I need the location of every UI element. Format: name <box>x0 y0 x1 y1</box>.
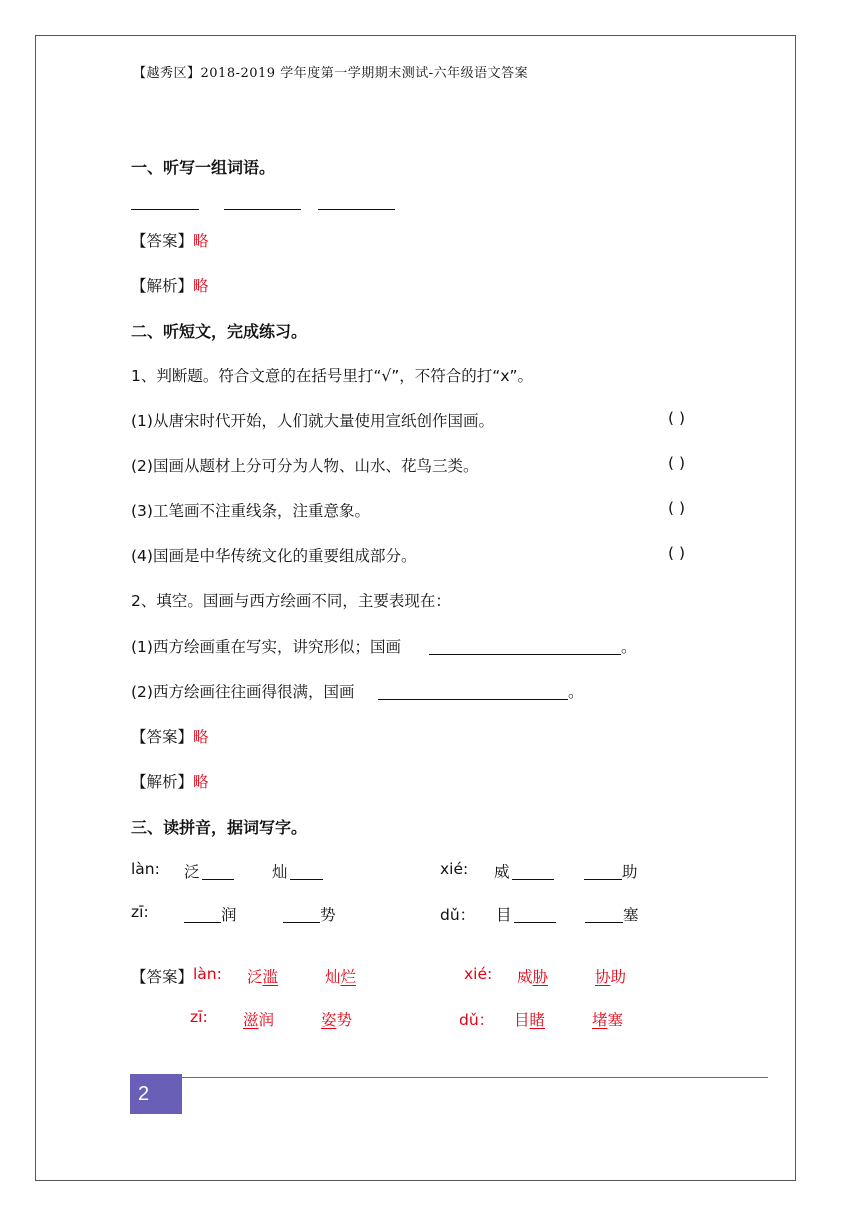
write-blank <box>184 922 221 923</box>
analysis-label: 【解析】 <box>131 277 194 295</box>
judge-paren-3: ( ) <box>668 499 686 517</box>
section1-analysis <box>131 274 209 296</box>
word-wei: 威 <box>494 863 510 881</box>
answer-pinyin-lan: làn: <box>193 965 222 983</box>
section2-heading: 二、听短文，完成练习。 <box>131 322 308 341</box>
word-zhu: 助 <box>622 863 638 881</box>
fill-period-1: 。 <box>621 638 637 656</box>
word-shi: 势 <box>320 906 336 924</box>
judge-paren-4: ( ) <box>668 544 686 562</box>
fill-item-1: (1)西方绘画重在写实，讲究形似；国画 <box>131 638 401 656</box>
judge-item-4: (4)国画是中华传统文化的重要组成部分。 <box>131 547 417 565</box>
dictation-blank-2 <box>224 209 301 210</box>
answer-label: 【答案】 <box>131 232 194 250</box>
word-can: 灿 <box>272 863 288 881</box>
answer-pinyin-du: dǔ： <box>459 1011 495 1029</box>
word-sai: 塞 <box>623 906 639 924</box>
judge-paren-1: ( ) <box>668 409 686 427</box>
dictation-blank-3 <box>318 209 395 210</box>
question-2: 2、填空。国画与西方绘画不同，主要表现在： <box>131 592 451 610</box>
page-number: 2 <box>130 1074 182 1114</box>
write-blank <box>290 879 323 880</box>
fill-blank-1 <box>429 654 621 655</box>
write-blank <box>283 922 320 923</box>
fill-blank-2 <box>378 699 568 700</box>
word-fan: 泛 <box>184 863 200 881</box>
pinyin-du: dǔ： <box>440 906 476 924</box>
answer-value: 略 <box>193 728 209 746</box>
pinyin-zi: zī: <box>131 903 149 921</box>
answer-label: 【答案】 <box>131 728 194 746</box>
answer-xiezhu: 协助 <box>595 968 627 986</box>
answer-value: 略 <box>193 232 209 250</box>
answer-canlan: 灿烂 <box>325 968 357 986</box>
section1-heading: 一、听写一组词语。 <box>131 158 276 177</box>
answer-fanlan: 泛滥 <box>247 968 279 986</box>
write-blank <box>202 879 234 880</box>
write-blank <box>584 879 622 880</box>
answer-dusai: 堵塞 <box>592 1011 624 1029</box>
word-mu: 目 <box>496 906 512 924</box>
section3-answer-label: 【答案】 <box>131 968 194 986</box>
dictation-blank-1 <box>131 209 199 210</box>
analysis-label: 【解析】 <box>131 773 194 791</box>
analysis-value: 略 <box>193 773 209 791</box>
analysis-value: 略 <box>193 277 209 295</box>
answer-zishi: 姿势 <box>321 1011 353 1029</box>
judge-item-2: (2)国画从题材上分可分为人物、山水、花鸟三类。 <box>131 457 479 475</box>
fill-item-2: (2)西方绘画往往画得很满，国画 <box>131 683 355 701</box>
pinyin-xie: xié: <box>440 860 469 878</box>
section1-answer <box>131 229 209 251</box>
word-run: 润 <box>221 906 237 924</box>
write-blank <box>512 879 554 880</box>
judge-item-3: (3)工笔画不注重线条，注重意象。 <box>131 502 370 520</box>
answer-pinyin-zi: zī: <box>190 1008 208 1026</box>
document-header: 【越秀区】2018-2019 学年度第一学期期末测试-六年级语文答案 <box>133 66 529 81</box>
answer-weixie: 威胁 <box>517 968 549 986</box>
section2-answer <box>131 725 209 747</box>
pinyin-lan: làn: <box>131 860 160 878</box>
section3-heading: 三、读拼音，据词写字。 <box>131 818 308 837</box>
write-blank <box>585 922 623 923</box>
write-blank <box>514 922 556 923</box>
answer-zirun: 滋润 <box>243 1011 275 1029</box>
judge-paren-2: ( ) <box>668 454 686 472</box>
judge-item-1: (1)从唐宋时代开始，人们就大量使用宣纸创作国画。 <box>131 412 494 430</box>
question-1: 1、判断题。符合文意的在括号里打“√”，不符合的打“x”。 <box>131 367 534 385</box>
fill-period-2: 。 <box>568 683 584 701</box>
footer-rule <box>182 1077 768 1078</box>
answer-pinyin-xie: xié: <box>464 965 493 983</box>
section2-analysis <box>131 770 209 792</box>
answer-mudu: 目睹 <box>514 1011 546 1029</box>
